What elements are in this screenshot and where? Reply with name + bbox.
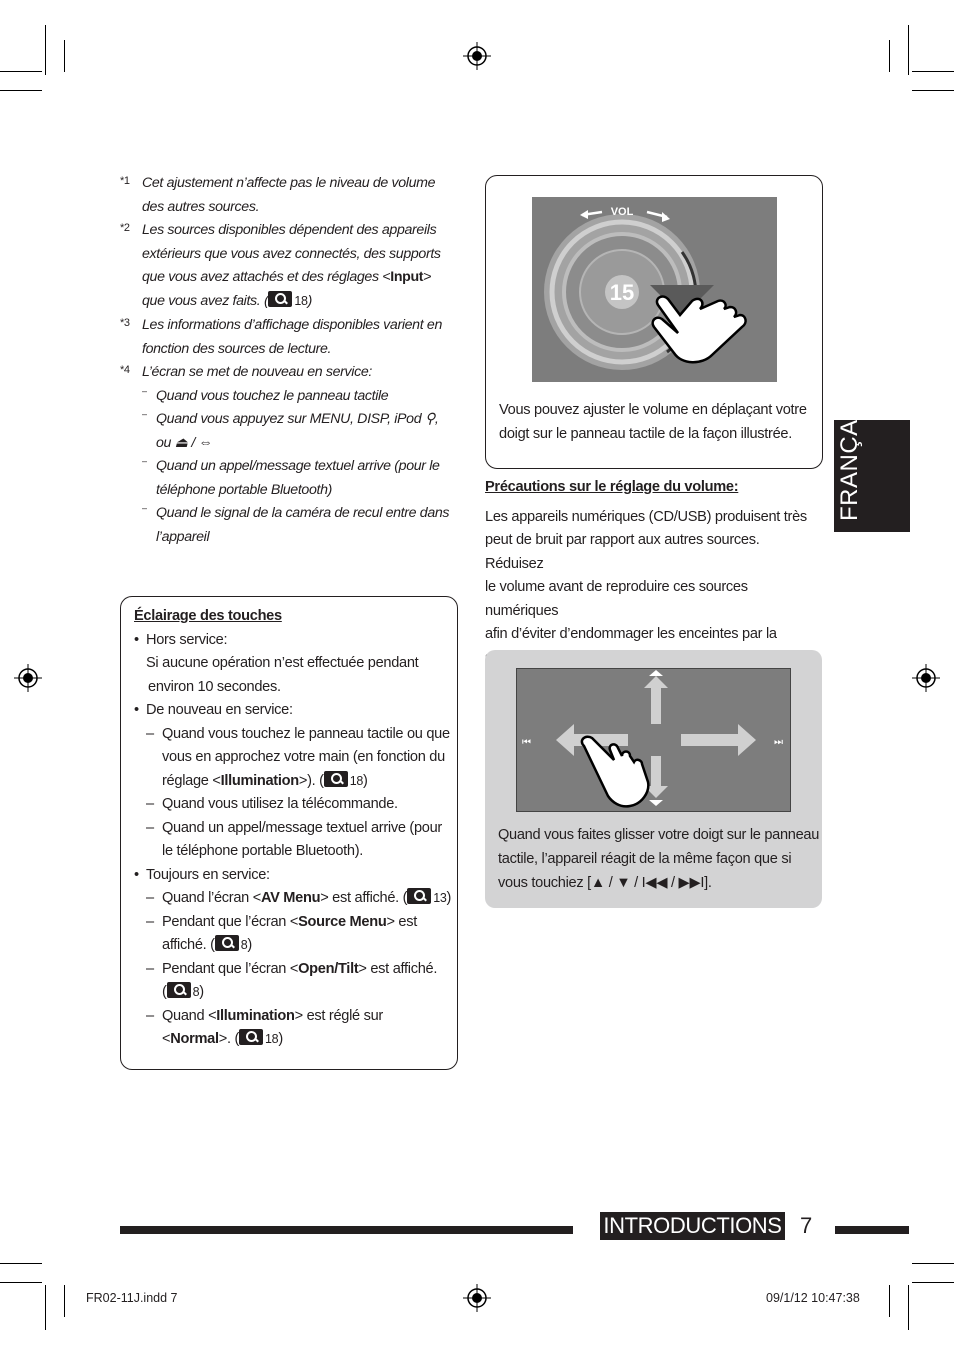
crop-mark <box>908 1285 909 1330</box>
crop-mark <box>889 40 890 72</box>
crop-mark <box>889 1285 890 1317</box>
slug-file: FR02-11J.indd 7 <box>86 1291 178 1305</box>
crop-mark <box>45 25 46 75</box>
footnote-mark: *3 <box>120 317 130 329</box>
always-label: • Toujours en service: <box>134 864 452 888</box>
volume-dial-illustration <box>532 197 777 382</box>
volume-box <box>485 175 823 469</box>
always-item: <Normal>. ( 18) <box>162 1031 283 1047</box>
footnote-text: Cet ajustement n’affecte pas le niveau de volume des autres sources. <box>142 175 436 215</box>
crop-mark <box>45 1285 46 1330</box>
footnote-text: L’écran se met de nouveau en service: <box>142 364 372 380</box>
always-item: – Quand <Illumination> est réglé sur <box>134 1005 452 1029</box>
reference-icon <box>239 1029 263 1045</box>
swipe-box <box>485 650 822 908</box>
footnote-subitem: – Quand vous appuyez sur MENU, DISP, iPod ⚲, ou ⏏ / ⇔ <box>156 408 455 455</box>
crop-mark <box>912 1263 954 1264</box>
illumination-heading: Éclairage des touches <box>134 608 282 624</box>
reference-icon <box>407 888 431 904</box>
precautions-line: afin d’éviter d’endommager les enceintes par la <box>485 626 777 642</box>
precautions-heading: Précautions sur le réglage du volume: <box>485 479 739 495</box>
on-again-label: • De nouveau en service: <box>134 699 452 723</box>
volume-caption: Vous pouvez ajuster le volume en déplaçant votre <box>499 402 807 418</box>
crop-mark <box>64 1285 65 1317</box>
section-label: INTRODUCTIONS <box>600 1212 785 1240</box>
footer-bar-right <box>835 1226 909 1234</box>
swipe-caption: Quand vous faites glisser votre doigt sur le panneau <box>498 827 820 843</box>
illumination-box <box>120 596 458 1070</box>
registration-mark-icon <box>912 664 940 692</box>
on-again-item: le téléphone portable Bluetooth). <box>162 843 364 859</box>
footnote-subitem: – Quand un appel/message textuel arrive (pour le téléphone portable Bluetooth) <box>156 455 455 502</box>
footer-bar-left <box>120 1226 573 1234</box>
always-item: – Pendant que l’écran <Source Menu> est <box>134 911 452 935</box>
crop-mark <box>0 1282 42 1283</box>
footnote-subitem: – Quand le signal de la caméra de recul entre dans l’appareil <box>156 502 455 549</box>
precautions-line: Les appareils numériques (CD/USB) produisent très <box>485 508 807 525</box>
always-item: ( 8) <box>162 984 204 1000</box>
always-item: – Quand l’écran <AV Menu> est affiché. ( 13) <box>134 887 452 911</box>
crop-mark <box>64 40 65 72</box>
crop-mark <box>0 71 42 72</box>
footnote-text: Les sources disponibles dépendent des appareils extérieurs que vous avez connectés, des supports que vous avez attachés et des réglages <Input> que vous avez faits. ( 18) <box>142 222 441 309</box>
footnote-1 <box>120 172 455 219</box>
on-again-item: vous en approchez votre main (en fonction du <box>162 749 445 765</box>
footnote-mark: *4 <box>120 364 130 376</box>
on-again-item: – Quand un appel/message textuel arrive (pour <box>134 817 452 841</box>
crop-mark <box>912 1282 954 1283</box>
off-text: environ 10 secondes. <box>148 678 281 695</box>
footnote-mark: *2 <box>120 222 130 234</box>
reference-icon <box>268 291 292 307</box>
volume-caption: doigt sur le panneau tactile de la façon illustrée. <box>499 426 792 442</box>
page-number: 7 <box>800 1213 813 1238</box>
reference-icon <box>167 982 191 998</box>
registration-mark-icon <box>463 1284 491 1312</box>
reference-icon <box>215 935 239 951</box>
on-again-item: – Quand vous utilisez la télécommande. <box>134 793 452 817</box>
skip-back-icon: ⏮ <box>522 737 531 748</box>
crop-mark <box>908 25 909 75</box>
footnote-subitem: – Quand vous touchez le panneau tactile <box>156 385 455 409</box>
on-again-item: réglage <Illumination>). ( 18) <box>162 772 368 789</box>
skip-forward-icon: ⏭ <box>774 737 783 748</box>
footnote-text: Les informations d’affichage disponibles varient en fonction des sources de lecture. <box>142 317 442 357</box>
footnote-4 <box>120 361 455 549</box>
language-tab-label: FRANÇAIS <box>836 395 863 521</box>
footnote-2 <box>120 219 455 313</box>
footnote-3 <box>120 314 455 361</box>
off-text: Si aucune opération n’est effectuée pendant <box>146 655 419 671</box>
swipe-caption: tactile, l’appareil réagit de la même façon que si <box>498 851 792 867</box>
always-item: affiché. ( 8) <box>162 937 252 953</box>
crop-mark <box>912 71 954 72</box>
registration-mark-icon <box>463 42 491 70</box>
crop-mark <box>0 1263 42 1264</box>
footnote-mark: *1 <box>120 175 130 187</box>
crop-mark <box>912 90 954 91</box>
precautions-line: le volume avant de reproduire ces sources numériques <box>485 579 748 619</box>
crop-mark <box>0 90 42 91</box>
precautions-section <box>485 476 821 670</box>
vol-label: VOL <box>610 206 634 218</box>
swipe-caption: vous touchiez [▲ / ▼ / I◀◀ / ▶▶I]. <box>498 875 712 891</box>
on-again-item: – Quand vous touchez le panneau tactile ou que <box>134 723 452 747</box>
off-label: • Hors service: <box>134 629 452 653</box>
registration-mark-icon <box>14 664 42 692</box>
always-item: – Pendant que l’écran <Open/Tilt> est affiché. <box>134 958 452 982</box>
precautions-line: peut de bruit par rapport aux autres sources. Réduisez <box>485 532 760 572</box>
swipe-illustration <box>516 668 791 812</box>
volume-number: 15 <box>609 280 635 305</box>
slug-date: 09/1/12 10:47:38 <box>766 1291 860 1305</box>
reference-icon <box>324 771 348 787</box>
